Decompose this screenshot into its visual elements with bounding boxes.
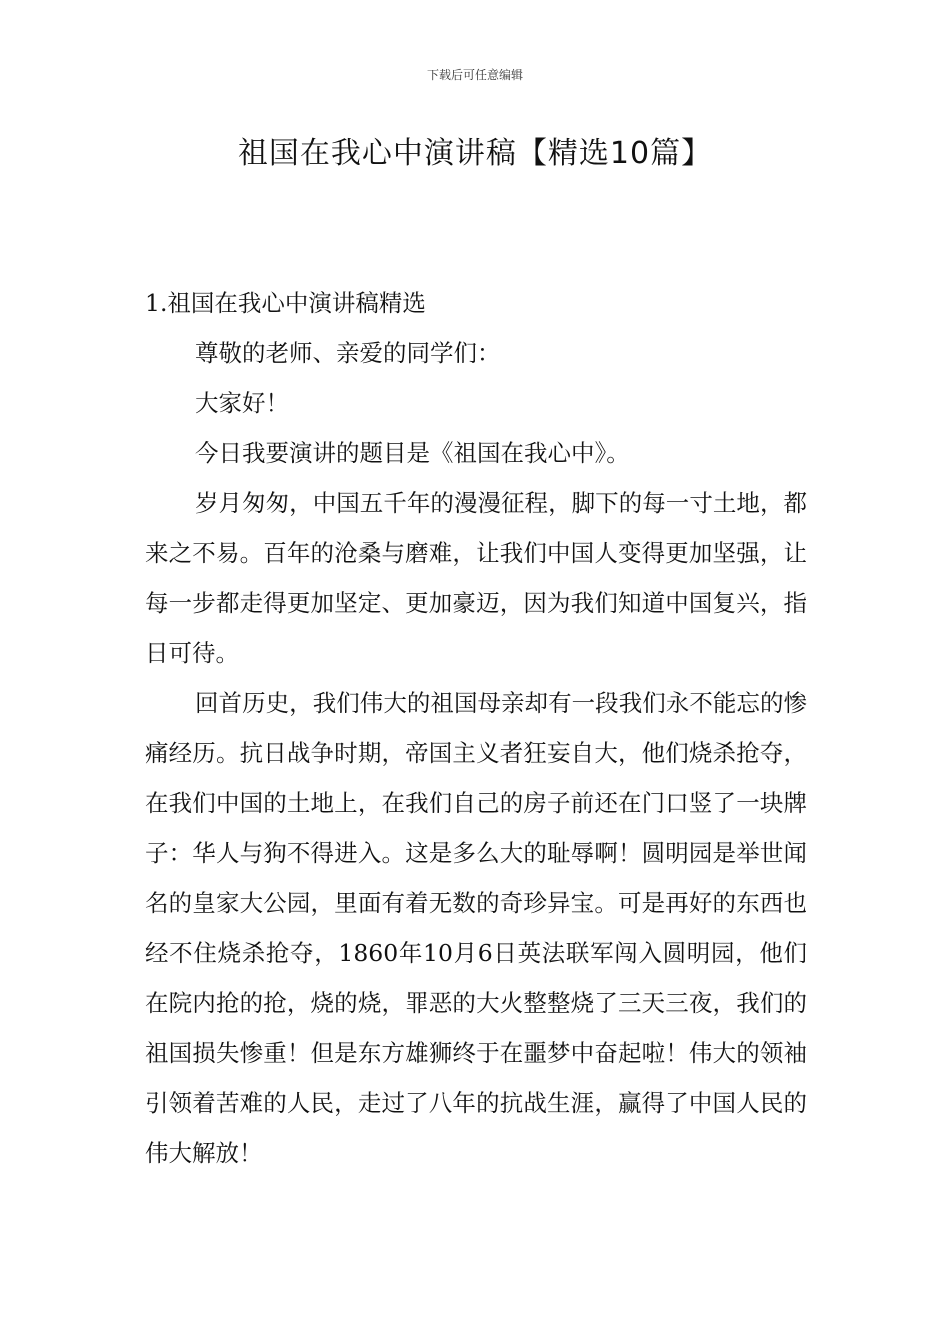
salutation-paragraph: 尊敬的老师、亲爱的同学们： (195, 339, 501, 367)
document-title: 祖国在我心中演讲稿【精选10篇】 (237, 136, 713, 171)
header-note: 下载后可任意编辑 (426, 68, 523, 82)
greeting-paragraph: 大家好！ (195, 389, 289, 417)
section-heading: 1.祖国在我心中演讲稿精选 (145, 289, 426, 317)
body-paragraph: 回首历史，我们伟大的祖国母亲却有一段我们永不能忘的惨痛经历。抗日战争时期，帝国主义者狂妄自大，他们烧杀抢夺，在我们中国的土地上，在我们自己的房子前还在门口竖了一块牌子：华人与狗不得进入。这是多么大的耻辱啊！圆明园是举世闻名的皇家大公园，里面有着无数的奇珍异宝。可是再好的东西也经不住烧杀抢夺，1860年10月6日英法联军闯入圆明园，他们在院内抢的抢，烧的烧，罪恶的大火整整烧了三天三夜，我们的祖国损失惨重！但是东方雄狮终于在噩梦中奋起啦！伟大的领袖引领着苦难的人民，走过了八年的抗战生涯，赢得了中国人民的伟大解放！ (145, 689, 807, 1167)
body-paragraph: 岁月匆匆，中国五千年的漫漫征程，脚下的每一寸土地，都来之不易。百年的沧桑与磨难，让我们中国人变得更加坚强，让每一步都走得更加坚定、更加豪迈，因为我们知道中国复兴，指日可待。 (145, 489, 807, 667)
topic-paragraph: 今日我要演讲的题目是《祖国在我心中》。 (195, 439, 630, 467)
document-body (145, 278, 807, 1178)
